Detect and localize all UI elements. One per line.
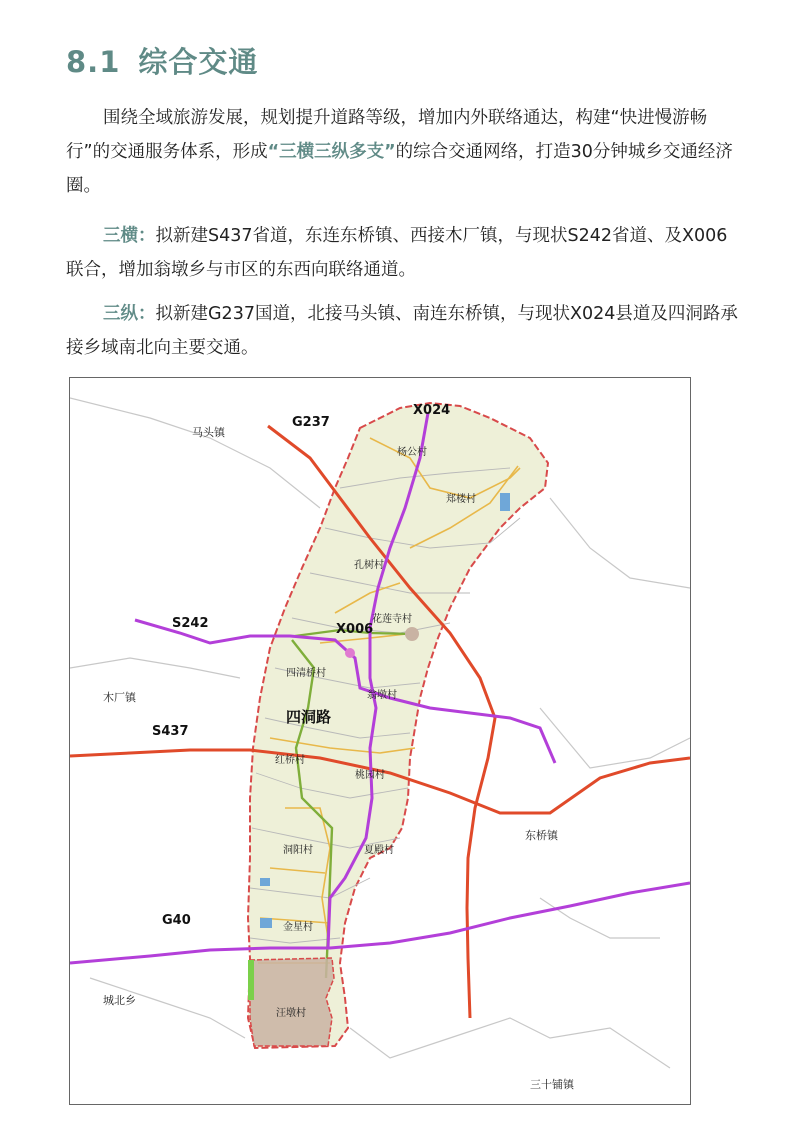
lake-feature <box>500 493 510 511</box>
paragraph-three-horizontal <box>66 219 738 287</box>
section-number: 8.1 <box>66 45 121 79</box>
three-horizontal-label: 三横： <box>103 226 156 246</box>
transport-map-svg <box>70 378 690 1104</box>
three-horizontal-text: 拟新建S437省道，东连东桥镇、西接木厂镇，与现状S242省道、及X006联合，增加翁墩乡与市区的东西向联络通道。 <box>66 226 728 280</box>
label-hongqiao-village: 红桥村 <box>275 755 305 766</box>
label-s437: S437 <box>152 724 189 739</box>
label-chengbei-town: 城北乡 <box>103 994 136 1007</box>
pond-feature-2 <box>260 918 272 928</box>
label-x006: X006 <box>336 622 374 637</box>
pond-feature <box>260 878 270 886</box>
overview-highlight: “三横三纵多支” <box>267 142 396 162</box>
label-s242: S242 <box>172 616 209 631</box>
transport-map <box>69 377 691 1105</box>
label-sidong-road: 四洞路 <box>286 708 332 726</box>
paragraph-three-vertical <box>66 297 738 365</box>
label-g237: G237 <box>292 415 330 430</box>
label-xiadian-village: 夏殿村 <box>364 845 394 856</box>
three-vertical-text: 拟新建G237国道，北接马头镇、南连东桥镇，与现状X024县道及四洞路承接乡域南北向主要交通。 <box>66 304 738 358</box>
label-wangdun-village: 汪墩村 <box>276 1008 306 1019</box>
label-wengdun-village: 翁墩村 <box>367 690 397 701</box>
section-heading <box>66 40 258 81</box>
three-vertical-label: 三纵： <box>103 304 156 324</box>
label-dongqiao-town: 东桥镇 <box>525 829 558 842</box>
label-kongshu-village: 孔树村 <box>354 560 384 571</box>
label-taoyuan-village: 桃园村 <box>355 770 385 781</box>
paragraph-overview <box>66 101 738 203</box>
label-muchang-town: 木厂镇 <box>103 691 136 704</box>
label-hualiansi-village: 花莲寺村 <box>372 614 412 625</box>
label-zhenglou-village: 郑楼村 <box>446 494 476 505</box>
overview-text-2: 的综合交通网络，打造30分钟城乡交通经济圈。 <box>66 142 733 196</box>
label-matou-town: 马头镇 <box>192 426 225 439</box>
label-sanshipu-town: 三十铺镇 <box>530 1078 574 1091</box>
label-jinxing-village: 金星村 <box>283 922 313 933</box>
section-title: 综合交通 <box>138 45 259 79</box>
label-siqingqiao-village: 四清桥村 <box>286 668 326 679</box>
label-x024: X024 <box>413 403 451 418</box>
hualiansi-site <box>405 627 419 641</box>
label-dongyang-village: 洞阳村 <box>283 845 313 856</box>
wangdun-area <box>250 958 334 1046</box>
wangdun-green-edge <box>248 960 254 1000</box>
label-g40: G40 <box>162 913 191 928</box>
siqingqiao-site <box>345 648 355 658</box>
overview-text-1: 围绕全域旅游发展，规划提升道路等级，增加内外联络通达，构建“快进慢游畅行”的交通服务体系，形成 <box>66 108 708 162</box>
label-yanggong-village: 杨公村 <box>397 447 427 458</box>
